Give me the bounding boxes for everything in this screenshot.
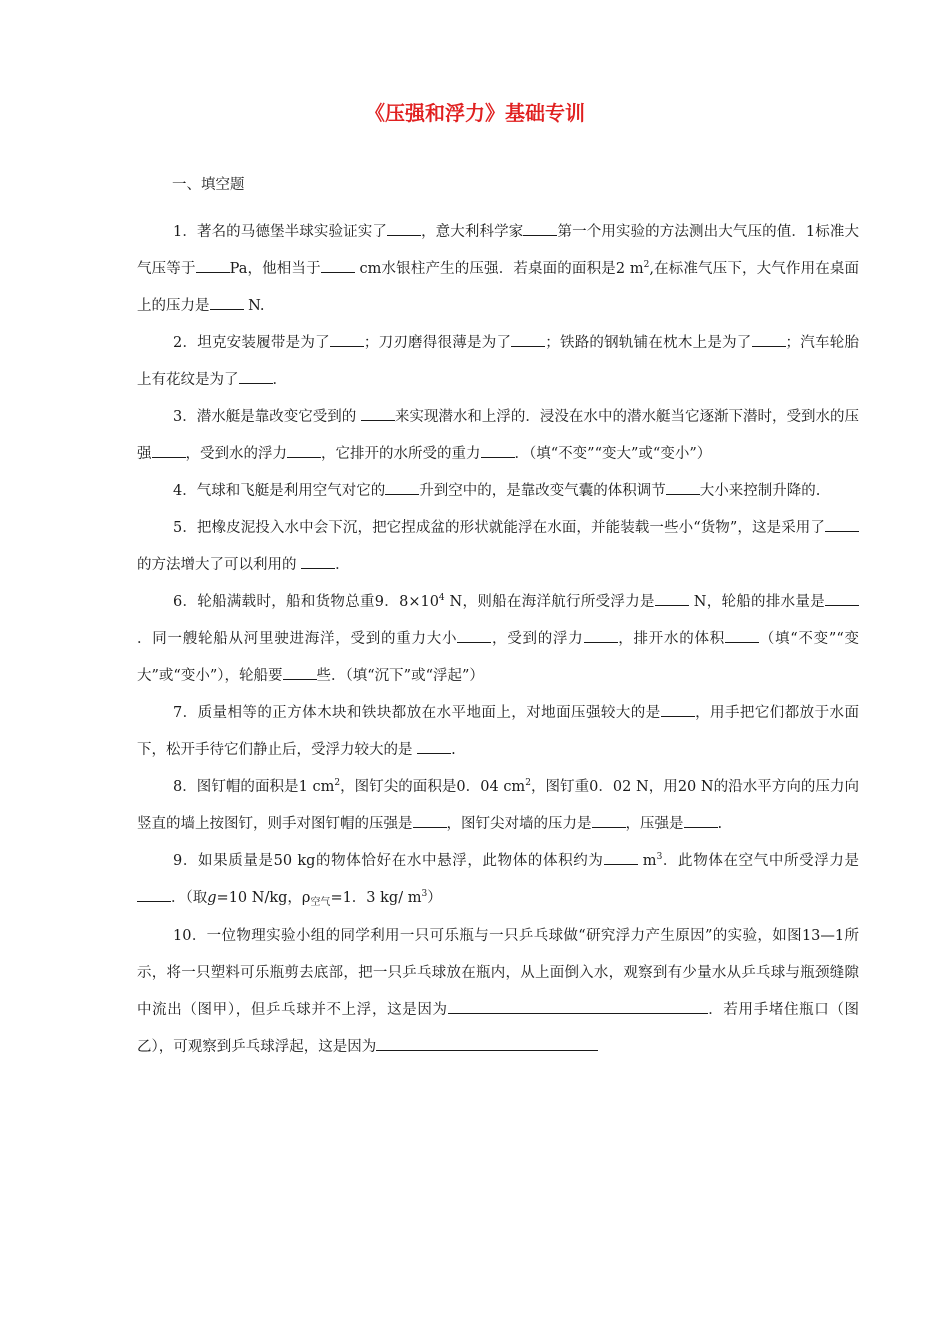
q3-text-d: ，它排开的水所受的重力 bbox=[321, 446, 481, 462]
question-4 bbox=[137, 473, 859, 510]
q8-text-c: ，图钉重0．02 N，用20 N的沿水平方向的压力向竖直的墙上按图钉，则手对图钉帽的压强是 bbox=[137, 779, 859, 832]
q4-text-c: 大小来控制升降的. bbox=[699, 483, 821, 499]
question-5 bbox=[137, 510, 859, 584]
q8-text-d: ，图钉尖对墙的压力是 bbox=[446, 816, 592, 832]
answer-blank[interactable] bbox=[196, 258, 230, 273]
question-2 bbox=[137, 325, 859, 399]
answer-blank[interactable] bbox=[376, 1036, 598, 1051]
answer-blank[interactable] bbox=[725, 628, 759, 643]
q5-text-b: 的方法增大了可以利用的 bbox=[137, 557, 302, 573]
q1-text-g: N. bbox=[243, 298, 265, 314]
q1-text-b: ，意大利科学家 bbox=[420, 224, 524, 240]
q9-text-d: ．（取 bbox=[171, 890, 208, 906]
answer-blank[interactable] bbox=[604, 850, 638, 865]
question-3 bbox=[137, 399, 859, 473]
q6-text-c: N，轮船的排水量是 bbox=[688, 594, 826, 610]
q1-text-d: Pa，他相当于 bbox=[229, 261, 321, 277]
answer-blank[interactable] bbox=[210, 295, 244, 310]
q1-text-a: 1．著名的马德堡半球实验证实了 bbox=[173, 224, 387, 240]
answer-blank[interactable] bbox=[825, 517, 859, 532]
q1-text-f: ,在标准气压下，大气作用在桌面上的压力是 bbox=[137, 261, 860, 314]
q5-text-a: 5．把橡皮泥投入水中会下沉，把它捏成盆的形状就能浮在水面，并能装载一些小“货物”，这是采用了 bbox=[173, 520, 825, 536]
q9-text-h: ） bbox=[427, 890, 442, 906]
q9-text-e: =10 N/kg， bbox=[216, 890, 302, 906]
question-10 bbox=[137, 918, 859, 1066]
q2-text-e: ． bbox=[272, 372, 287, 388]
q2-text-c: ；铁路的钢轨铺在枕木上是为了 bbox=[545, 335, 752, 351]
gravity-symbol: g bbox=[207, 890, 217, 906]
q8-text-e: ，压强是 bbox=[625, 816, 684, 832]
page-title: 《压强和浮力》基础专训 bbox=[365, 101, 585, 125]
answer-blank[interactable] bbox=[137, 887, 171, 902]
answer-blank[interactable] bbox=[670, 999, 708, 1014]
q6-text-f: ，排开水的体积 bbox=[617, 631, 725, 647]
superscript: 3 bbox=[656, 852, 663, 863]
q2-text-a: 2．坦克安装履带是为了 bbox=[173, 335, 330, 351]
q6-text-e: ，受到的浮力 bbox=[491, 631, 584, 647]
answer-blank[interactable] bbox=[361, 406, 395, 421]
q9-text-b: m bbox=[637, 853, 657, 869]
answer-blank[interactable] bbox=[283, 665, 317, 680]
density-symbol: ρ bbox=[301, 890, 311, 906]
q7-text-c: . bbox=[451, 742, 456, 758]
answer-blank[interactable] bbox=[825, 591, 859, 606]
q1-text-e: cm水银柱产生的压强．若桌面的面积是2 m bbox=[354, 261, 644, 277]
q4-text-a: 4．气球和飞艇是利用空气对它的 bbox=[173, 483, 386, 499]
superscript: 3 bbox=[421, 889, 428, 900]
q2-text-d: ；汽车轮胎上有花纹是为了 bbox=[137, 335, 859, 388]
q7-text-a: 7．质量相等的正方体木块和铁块都放在水平地面上，对地面压强较大的是 bbox=[173, 705, 661, 721]
answer-blank[interactable] bbox=[481, 443, 515, 458]
answer-blank[interactable] bbox=[239, 369, 273, 384]
answer-blank[interactable] bbox=[584, 628, 618, 643]
q6-text-d: ．同一艘轮船从河里驶进海洋，受到的重力大小 bbox=[137, 631, 458, 647]
subscript: 空气 bbox=[310, 897, 331, 908]
q9-text-a: 9．如果质量是50 kg的物体恰好在水中悬浮，此物体的体积约为 bbox=[173, 853, 604, 869]
q8-text-f: . bbox=[717, 816, 723, 832]
answer-blank[interactable] bbox=[511, 332, 545, 347]
q1-text-c: 第一个用实验的方法测出大气压的值．1标准大气压等于 bbox=[137, 224, 860, 277]
question-7 bbox=[137, 695, 859, 769]
q6-text-b: N，则船在海洋航行所受浮力是 bbox=[444, 594, 655, 610]
q4-text-b: 升到空中的，是靠改变气囊的体积调节 bbox=[419, 483, 666, 499]
q6-text-h: 些．（填“沉下”或“浮起”） bbox=[316, 668, 484, 684]
answer-blank[interactable] bbox=[417, 739, 451, 754]
answer-blank[interactable] bbox=[523, 221, 557, 236]
q5-text-c: ． bbox=[335, 557, 350, 573]
q7-text-b: ，用手把它们都放于水面下，松开手待它们静止后，受浮力较大的是 bbox=[137, 705, 859, 758]
answer-blank[interactable] bbox=[287, 443, 321, 458]
section-heading: 一、填空题 bbox=[172, 177, 245, 193]
question-8 bbox=[137, 769, 859, 843]
answer-blank[interactable] bbox=[457, 628, 491, 643]
answer-blank[interactable] bbox=[385, 480, 419, 495]
q3-text-b: 来实现潜水和上浮的．浸没在水中的潜水艇当它逐渐下潜时，受到水的压强 bbox=[137, 409, 859, 462]
answer-blank[interactable] bbox=[152, 443, 186, 458]
answer-blank[interactable] bbox=[666, 480, 700, 495]
q6-text-g: （填“不变”“变大”或“变小”），轮船要 bbox=[137, 631, 859, 684]
q10-text-a: 10．一位物理实验小组的同学利用一只可乐瓶与一只乒乓球做“研究浮力产生原因”的实验，如图13—1所示，将一只塑料可乐瓶剪去底部，把一只乒乓球放在瓶内，从上面倒入水，观察到有少量水从乒乓球与瓶颈缝隙中流出（图甲），但乒乓球并不上浮，这是因为 bbox=[137, 928, 859, 1018]
question-9 bbox=[137, 843, 859, 918]
answer-blank[interactable] bbox=[301, 554, 335, 569]
question-1 bbox=[137, 214, 859, 325]
q6-text-a: 6．轮船满载时，船和货物总重9．8×10 bbox=[173, 594, 439, 610]
answer-blank[interactable] bbox=[661, 702, 695, 717]
q3-text-c: ，受到水的浮力 bbox=[185, 446, 287, 462]
answer-blank[interactable] bbox=[448, 999, 670, 1014]
superscript: 2 bbox=[334, 778, 341, 789]
answer-blank[interactable] bbox=[684, 813, 718, 828]
q3-text-a: 3．潜水艇是靠改变它受到的 bbox=[173, 409, 361, 425]
answer-blank[interactable] bbox=[321, 258, 355, 273]
q3-text-e: ．（填“不变”“变大”或“变小”） bbox=[514, 446, 712, 462]
superscript: 4 bbox=[438, 593, 445, 604]
answer-blank[interactable] bbox=[330, 332, 364, 347]
question-6 bbox=[137, 584, 859, 695]
answer-blank[interactable] bbox=[387, 221, 421, 236]
q9-text-f: =1．3 kg/ m bbox=[330, 890, 422, 906]
q9-text-c: ．此物体在空气中所受浮力是 bbox=[662, 853, 860, 869]
q10-text-b: ．若用手堵住瓶口（图乙），可观察到乒乓球浮起，这是因为 bbox=[137, 1002, 860, 1055]
answer-blank[interactable] bbox=[655, 591, 689, 606]
answer-blank[interactable] bbox=[592, 813, 626, 828]
answer-blank[interactable] bbox=[413, 813, 447, 828]
superscript: 2 bbox=[525, 778, 531, 789]
q8-text-a: 8．图钉帽的面积是1 cm bbox=[173, 779, 335, 795]
question-list bbox=[137, 214, 859, 1066]
superscript: 2 bbox=[643, 260, 650, 271]
answer-blank[interactable] bbox=[752, 332, 786, 347]
q2-text-b: ；刀刃磨得很薄是为了 bbox=[363, 335, 512, 351]
q8-text-b: ，图钉尖的面积是0．04 cm bbox=[340, 779, 526, 795]
